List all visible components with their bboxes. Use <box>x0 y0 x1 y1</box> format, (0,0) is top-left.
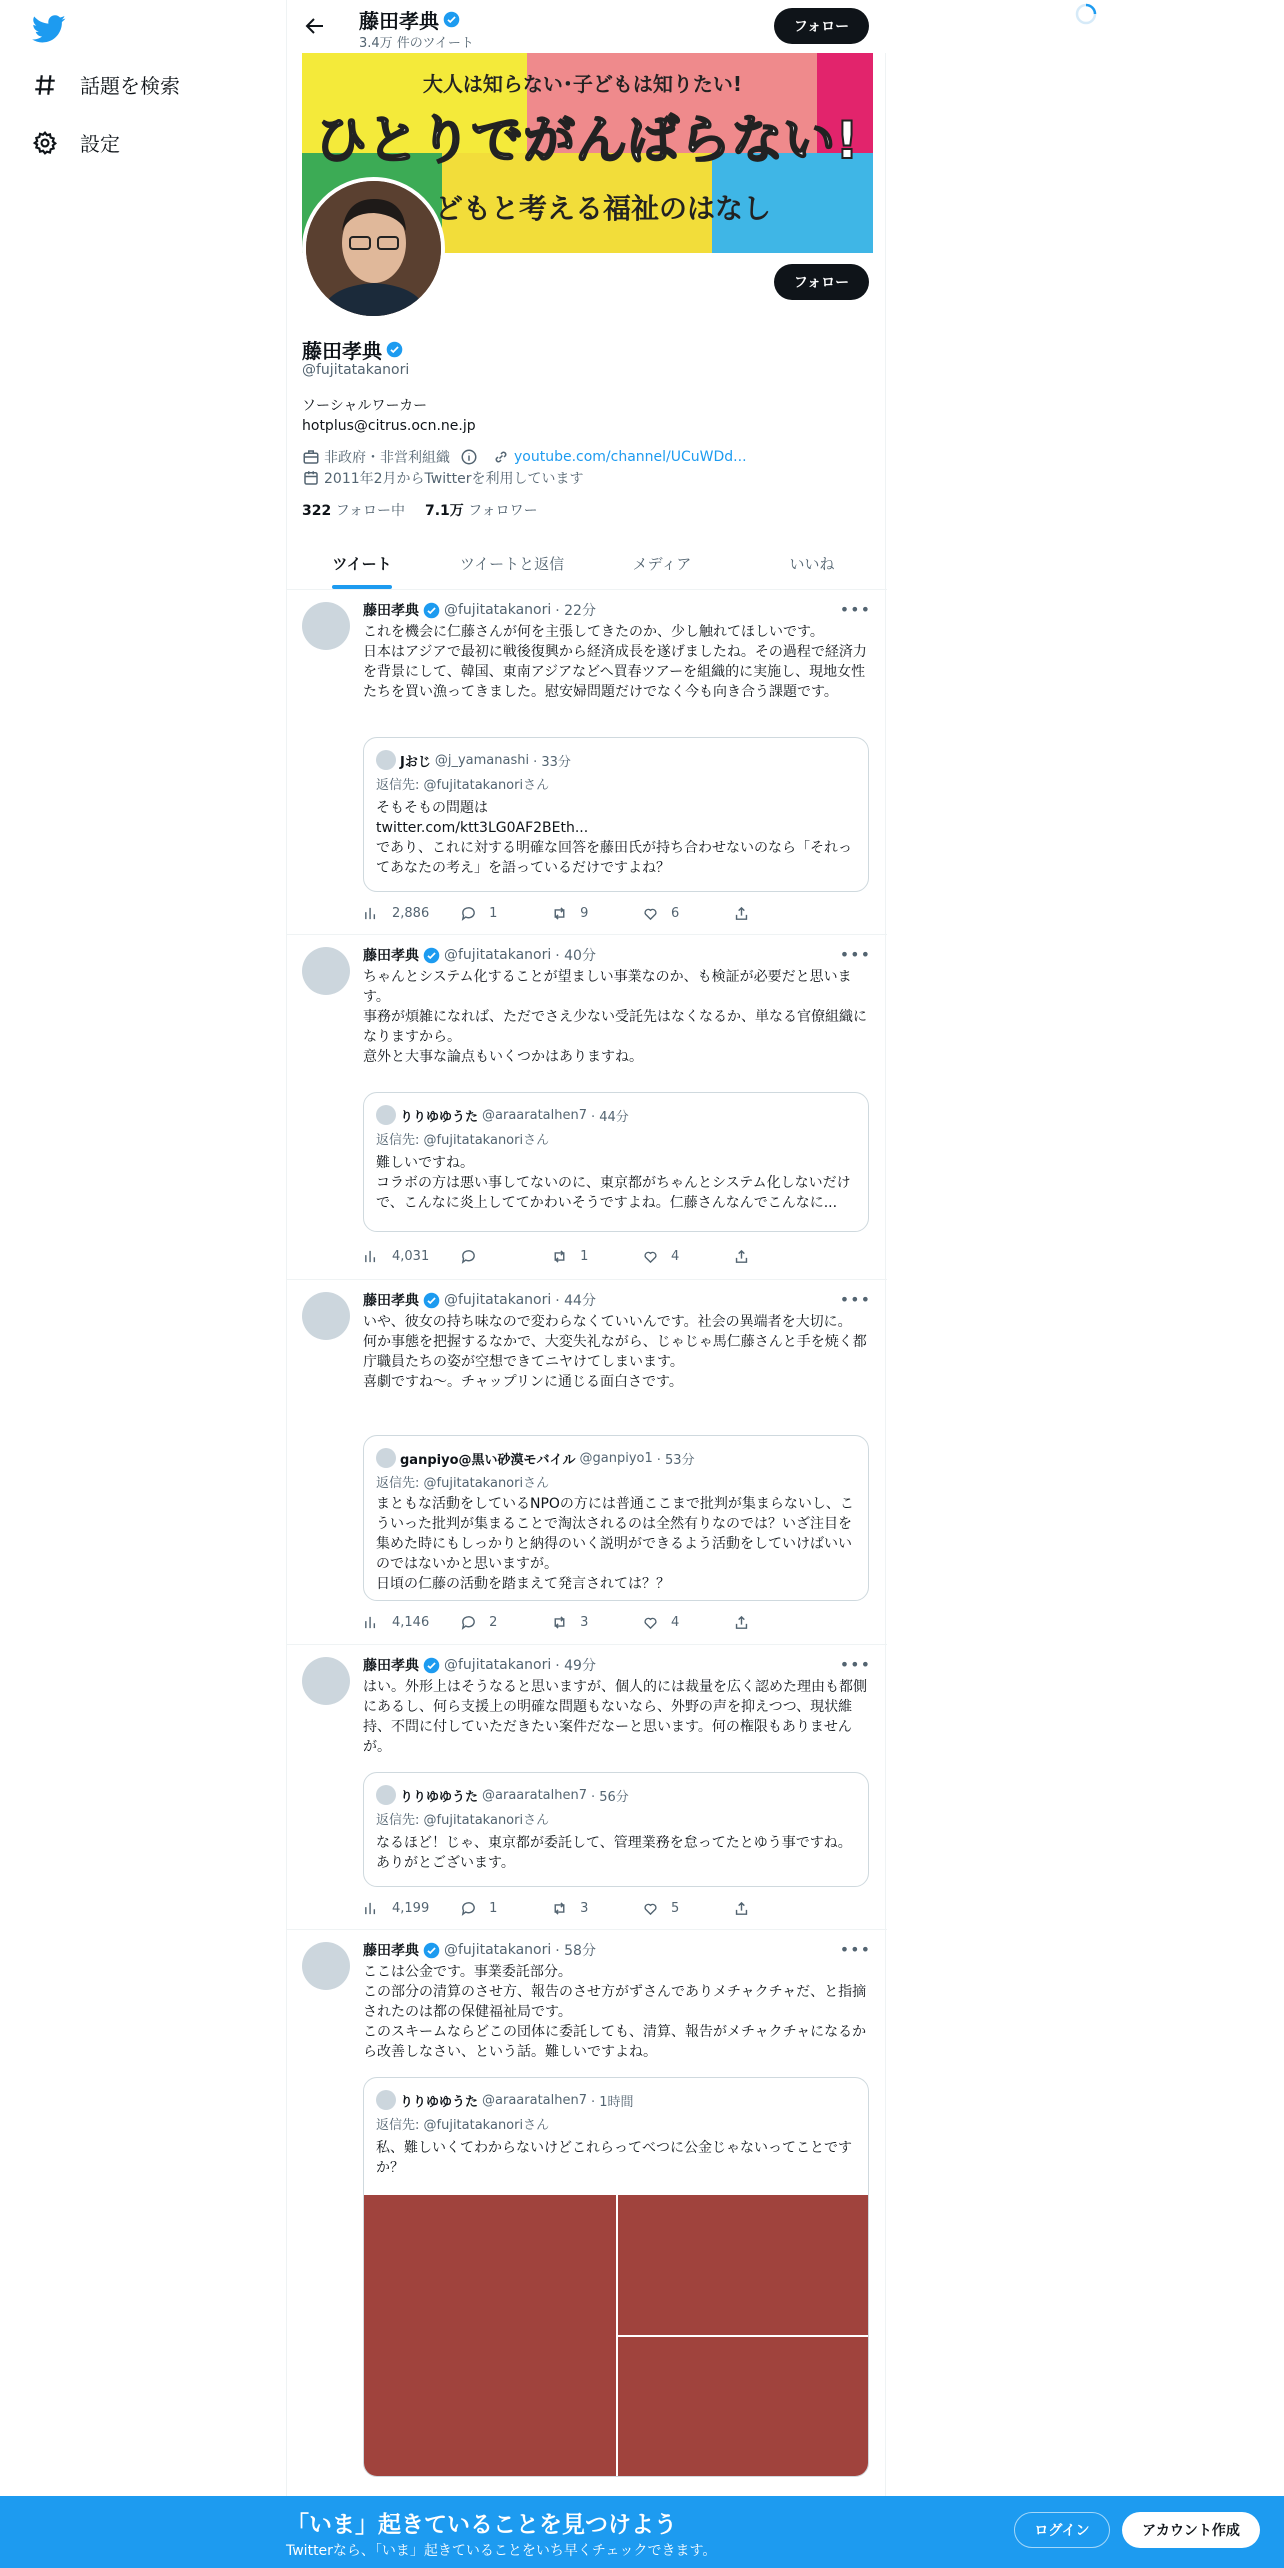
quote-text: まともな活動をしているNPOの方には普通ここまで批判が集まらないし、こういった批判が集まることで淘汰されるのは全然有りなのでは？いざ注目を集めた時にもしっかりと納得のいく説明ができるよう活動をしていけばいいのではないかと思いますが。 日頃の仁藤の活動を踏まえて発言されては？？ <box>376 1496 854 1592</box>
reply-icon <box>460 905 477 922</box>
profile-meta-row <box>302 447 747 467</box>
like-count: 4 <box>671 1615 680 1630</box>
quote-tweet[interactable] <box>363 1092 869 1232</box>
retweet-button[interactable] <box>551 1614 611 1631</box>
header-name <box>359 5 460 34</box>
quote-avatar <box>376 2090 396 2110</box>
main-column <box>286 0 886 2568</box>
retweet-icon <box>551 1248 568 1265</box>
quote-header <box>376 750 571 770</box>
quote-header <box>376 1785 629 1805</box>
views-count: 4,199 <box>392 1901 430 1916</box>
quote-reply-to: 返信先: @fujitatakanoriさん <box>376 1133 550 1148</box>
quote-time: · 1時間 <box>591 2094 634 2110</box>
tweet[interactable] <box>287 1280 887 1645</box>
avatar[interactable] <box>302 947 350 995</box>
header-name-text: 藤田孝典 <box>359 9 439 33</box>
more-icon[interactable]: ••• <box>839 1655 871 1674</box>
quote-time: · 56分 <box>591 1789 629 1805</box>
retweet-count: 3 <box>580 1615 589 1630</box>
share-icon <box>733 1614 750 1631</box>
profile-bio-line2: hotplus@citrus.ocn.ne.jp <box>302 418 476 434</box>
quote-image[interactable] <box>618 2195 869 2335</box>
verified-badge-icon <box>386 341 403 358</box>
following-label: フォロー中 <box>335 503 405 519</box>
banner-line3: どもと考える福祉のはなし <box>435 192 772 225</box>
tweet-author-name[interactable]: 藤田孝典 <box>363 603 419 619</box>
tweet-author-handle[interactable]: @fujitatakanori <box>444 947 552 963</box>
views-count: 4,146 <box>392 1615 430 1630</box>
quote-author-handle: @j_yamanashi <box>434 752 530 768</box>
followers-count: 7.1万 <box>425 503 464 519</box>
quote-image-grid <box>364 2195 869 2477</box>
hashtag-icon <box>32 72 58 98</box>
like-button[interactable] <box>642 1248 702 1265</box>
quote-image[interactable] <box>618 2337 869 2477</box>
tweet-header <box>363 1655 596 1675</box>
analytics-icon <box>363 1614 380 1631</box>
tweet-author-name[interactable]: 藤田孝典 <box>363 1658 419 1674</box>
views-button[interactable] <box>363 905 429 922</box>
profile-joined: 2011年2月からTwitterを利用しています <box>324 471 584 487</box>
tweet-time[interactable]: · 49分 <box>555 1658 596 1674</box>
tweet-time[interactable]: · 58分 <box>555 1943 596 1959</box>
retweet-icon <box>551 1900 568 1917</box>
tweet-header <box>363 945 596 965</box>
top-bar <box>287 0 887 53</box>
quote-avatar <box>376 750 396 770</box>
quote-avatar <box>376 1448 396 1468</box>
reply-icon <box>460 1900 477 1917</box>
quote-reply-to: 返信先: @fujitatakanoriさん <box>376 2118 550 2133</box>
quote-header <box>376 1105 629 1125</box>
avatar[interactable] <box>302 602 350 650</box>
tab-media[interactable]: メディア <box>632 554 692 573</box>
reply-button[interactable] <box>460 1248 520 1265</box>
tweet-actions <box>363 1614 793 1631</box>
share-button[interactable] <box>733 1900 793 1917</box>
analytics-icon <box>363 1900 380 1917</box>
profile-follow-button[interactable]: フォロー <box>774 264 869 300</box>
retweet-count: 1 <box>580 1249 589 1264</box>
quote-author-handle: @ganpiyo1 <box>579 1450 653 1466</box>
share-button[interactable] <box>733 1614 793 1631</box>
reply-count: 1 <box>489 1901 498 1916</box>
avatar[interactable] <box>302 1657 350 1705</box>
reply-icon <box>460 1614 477 1631</box>
reply-button[interactable] <box>460 905 520 922</box>
heart-icon <box>642 1900 659 1917</box>
heart-icon <box>642 905 659 922</box>
calendar-icon <box>302 469 320 487</box>
verified-badge-icon <box>443 11 460 28</box>
quote-text: 難しいですね。 コラボの方は悪い事してないのに、東京都がちゃんとシステム化しないだけで、こんなに炎上しててかわいそうですよね。仁藤さんなんでこんなに... <box>376 1155 851 1211</box>
tweet-text: これを機会に仁藤さんが何を主張してきたのか、少し触れてほしいです。 日本はアジアで最初に戦後復興から経済成長を遂げましたね。その過程で経済力を背景にして、韓国、東南アジアなどへ買春ツアーを組織的に実施し、現地女性たちを買い漁ってきました。慰安婦問題だけでなく今も向き合う課題です。 <box>363 624 867 700</box>
tweet-time[interactable]: · 44分 <box>555 1293 596 1309</box>
quote-tweet[interactable] <box>363 1772 869 1887</box>
profile-handle: @fujitatakanori <box>302 362 410 378</box>
reply-count: 1 <box>489 906 498 921</box>
share-icon <box>733 905 750 922</box>
views-button[interactable] <box>363 1614 429 1631</box>
profile-bio <box>302 396 476 436</box>
tweet-actions <box>363 905 793 922</box>
avatar[interactable] <box>302 1292 350 1340</box>
retweet-icon <box>551 1614 568 1631</box>
more-icon[interactable]: ••• <box>839 600 871 619</box>
quote-time: · 44分 <box>591 1109 629 1125</box>
tweet-text: ちゃんとシステム化することが望ましい事業なのか、も検証が必要だと思います。 事務が煩雑になれば、ただでさえ少ない受託先はなくなるか、単なる官僚組織になりますから。 意外と大事な論点もいくつかはありますね。 <box>363 969 867 1065</box>
profile-name-text: 藤田孝典 <box>302 339 382 363</box>
tab-tweets[interactable]: ツイート <box>287 537 437 589</box>
share-icon <box>733 1248 750 1265</box>
quote-tweet[interactable] <box>363 737 869 892</box>
profile-link[interactable]: youtube.com/channel/UCuWDd... <box>514 449 747 465</box>
more-icon[interactable]: ••• <box>839 945 871 964</box>
profile-bio-line1: ソーシャルワーカー <box>302 398 428 414</box>
retweet-icon <box>551 905 568 922</box>
reply-button[interactable] <box>460 1900 520 1917</box>
signup-banner-title: 「いま」起きていることを見つけよう <box>286 2512 677 2538</box>
avatar[interactable] <box>302 1942 350 1990</box>
tweet-header <box>363 1940 596 1960</box>
tweet-author-handle[interactable]: @fujitatakanori <box>444 1292 552 1308</box>
quote-text: そもそもの問題は twitter.com/ktt3LG0AF2BEth... であり、これに対する明確な回答を藤田氏が持ち合わせないのなら「それってあなたの考え」を語っているだけですよね？ <box>376 800 852 876</box>
profile-name <box>302 335 403 364</box>
signup-banner-subtitle: Twitterなら、「いま」起きていることをいち早くチェックできます。 <box>286 2543 717 2559</box>
tweet-actions <box>363 1900 793 1917</box>
quote-avatar <box>376 1105 396 1125</box>
follow-stats <box>302 500 538 520</box>
tweet[interactable] <box>287 1930 887 2530</box>
like-button[interactable] <box>642 905 702 922</box>
tweet-text: いや、彼女の持ち味なので変わらなくていいんです。社会の異端者を大切に。 何か事態を把握するなかで、大変失礼ながら、じゃじゃ馬仁藤さんと手を焼く都庁職員たちの姿が空想できてニヤけてしまいます。 喜劇ですね〜。チャップリンに通じる面白さです。 <box>363 1314 867 1390</box>
profile-tabs <box>287 537 887 590</box>
verified-badge-icon <box>423 1942 440 1959</box>
nav-explore[interactable] <box>32 70 180 99</box>
retweet-count: 9 <box>580 906 589 921</box>
tweet-author-handle[interactable]: @fujitatakanori <box>444 602 552 618</box>
briefcase-icon <box>302 448 320 466</box>
header-tweet-count: 3.4万 件のツイート <box>359 36 474 51</box>
banner-line2: ひとりでがんばらない! <box>315 111 859 171</box>
quote-author-name: ganpiyo@黒い砂漠モバイル <box>400 1452 576 1468</box>
header-follow-button[interactable]: フォロー <box>774 8 869 44</box>
loading-spinner-icon <box>1074 2 1098 26</box>
followers-link[interactable] <box>425 500 538 520</box>
nav-explore-label: 話題を検索 <box>80 74 180 98</box>
tweet-author-name[interactable]: 藤田孝典 <box>363 1293 419 1309</box>
info-icon[interactable] <box>460 448 478 466</box>
tab-likes[interactable]: いいね <box>789 554 835 573</box>
back-arrow-icon[interactable] <box>303 14 327 38</box>
share-button[interactable] <box>733 905 793 922</box>
quote-text: 私、難しいくてわからないけどこれらってべつに公金じゃないってことですか？ <box>376 2140 852 2176</box>
quote-avatar <box>376 1785 396 1805</box>
quote-tweet[interactable] <box>363 1435 869 1601</box>
tweet-author-name[interactable]: 藤田孝典 <box>363 1943 419 1959</box>
link-icon <box>492 448 510 466</box>
views-button[interactable] <box>363 1900 429 1917</box>
quote-author-name: りりゆゆうた <box>400 2094 479 2110</box>
banner-line1: 大人は知らない･子どもは知りたい! <box>422 72 742 96</box>
verified-badge-icon <box>423 947 440 964</box>
retweet-button[interactable] <box>551 1248 611 1265</box>
twitter-logo-icon[interactable] <box>32 12 66 46</box>
tab-tweets-and-replies[interactable]: ツイートと返信 <box>459 554 565 573</box>
quote-author-handle: @araaratalhen7 <box>482 2092 587 2108</box>
verified-badge-icon <box>423 1657 440 1674</box>
tweet-author-handle[interactable]: @fujitatakanori <box>444 1942 552 1958</box>
more-icon[interactable]: ••• <box>839 1290 871 1309</box>
nav-settings-label: 設定 <box>80 132 120 156</box>
verified-badge-icon <box>423 1292 440 1309</box>
share-icon <box>733 1900 750 1917</box>
signup-button[interactable]: アカウント作成 <box>1122 2512 1260 2548</box>
quote-header <box>376 1448 695 1468</box>
quote-author-handle: @araaratalhen7 <box>482 1787 587 1803</box>
tweet[interactable] <box>287 935 887 1280</box>
reply-icon <box>460 1248 477 1265</box>
analytics-icon <box>363 905 380 922</box>
quote-time: · 33分 <box>533 754 571 770</box>
tweet-actions <box>363 1248 793 1265</box>
heart-icon <box>642 1248 659 1265</box>
retweet-count: 3 <box>580 1901 589 1916</box>
tweet-author-handle[interactable]: @fujitatakanori <box>444 1657 552 1673</box>
tweet-text: ここは公金です。事業委託部分。 この部分の清算のさせ方、報告のさせ方がずさんでありメチャクチャだ、と指摘されたのは都の保健福祉局です。 このスキームならどこの団体に委託しても、清算、報告がメチャクチャになるから改善しなさい、という話。難しいですよね。 <box>363 1964 867 2060</box>
tweet-time[interactable]: · 40分 <box>555 948 596 964</box>
quote-author-name: Jおじ <box>400 754 431 770</box>
quote-text: なるほど！じゃ、東京都が委託して、管理業務を怠ってたとゆう事ですね。ありがとございます。 <box>376 1835 852 1871</box>
more-icon[interactable]: ••• <box>839 1940 871 1959</box>
tweet-author-name[interactable]: 藤田孝典 <box>363 948 419 964</box>
profile-joined-row <box>302 468 583 488</box>
login-button[interactable]: ログイン <box>1014 2512 1110 2548</box>
tweet[interactable] <box>287 1645 887 1930</box>
following-link[interactable] <box>302 500 405 520</box>
retweet-button[interactable] <box>551 1900 611 1917</box>
like-count: 5 <box>671 1901 680 1916</box>
views-button[interactable] <box>363 1248 429 1265</box>
views-count: 2,886 <box>392 906 430 921</box>
profile-avatar[interactable] <box>302 177 445 320</box>
quote-time: · 53分 <box>656 1452 695 1468</box>
tweet-text: はい。外形上はそうなると思いますが、個人的には裁量を広く認めた理由も都側にあるし、何ら支援上の明確な問題もないなら、外野の声を抑えつつ、現状維持、不問に付していただきたい案件だなーと思います。何の権限もありませんが。 <box>363 1679 867 1755</box>
quote-author-name: りりゆゆうた <box>400 1789 479 1805</box>
avatar-photo <box>306 181 441 316</box>
retweet-button[interactable] <box>551 905 611 922</box>
quote-tweet[interactable] <box>363 2077 869 2477</box>
followers-label: フォロワー <box>468 503 538 519</box>
views-count: 4,031 <box>392 1249 430 1264</box>
tweet-header <box>363 1290 596 1310</box>
tweet[interactable] <box>287 590 887 935</box>
profile-category: 非政府・非営利組織 <box>324 450 450 466</box>
following-count: 322 <box>302 503 332 519</box>
share-button[interactable] <box>733 1248 793 1265</box>
quote-reply-to: 返信先: @fujitatakanoriさん <box>376 1813 550 1828</box>
tweet-header <box>363 600 596 620</box>
quote-reply-to: 返信先: @fujitatakanoriさん <box>376 1476 550 1491</box>
gear-icon <box>32 130 58 156</box>
tweet-time[interactable]: · 22分 <box>555 603 596 619</box>
quote-reply-to: 返信先: @fujitatakanoriさん <box>376 778 550 793</box>
like-button[interactable] <box>642 1900 702 1917</box>
quote-author-handle: @araaratalhen7 <box>482 1107 587 1123</box>
like-count: 6 <box>671 906 680 921</box>
heart-icon <box>642 1614 659 1631</box>
nav-settings[interactable] <box>32 128 120 157</box>
reply-count: 2 <box>489 1615 498 1630</box>
reply-button[interactable] <box>460 1614 520 1631</box>
like-count: 4 <box>671 1249 680 1264</box>
analytics-icon <box>363 1248 380 1265</box>
quote-image[interactable] <box>364 2195 616 2477</box>
signup-banner <box>0 2496 1284 2568</box>
quote-author-name: りりゆゆうた <box>400 1109 479 1125</box>
verified-badge-icon <box>423 602 440 619</box>
like-button[interactable] <box>642 1614 702 1631</box>
quote-header <box>376 2090 634 2110</box>
